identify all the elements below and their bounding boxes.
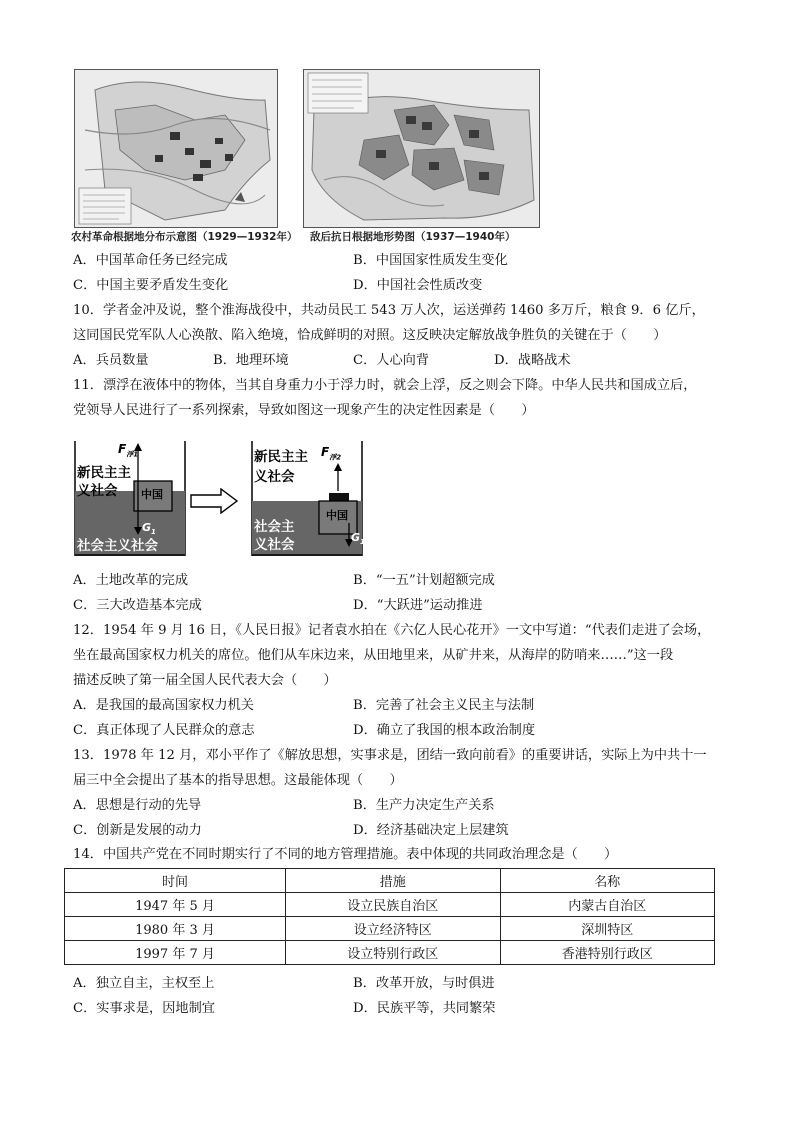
- right-box-label: 中国: [326, 509, 348, 522]
- q12-option-d[interactable]: D．确立了我国的根本政治制度: [353, 723, 536, 738]
- q14-option-c[interactable]: C．实事求是，因地制宜: [73, 1001, 215, 1016]
- q11-option-d[interactable]: D．“大跃进”运动推进: [353, 598, 483, 613]
- q13-option-b[interactable]: B．生产力决定生产关系: [353, 798, 495, 813]
- table-row: [65, 941, 715, 965]
- q12-stem-line-3: 描述反映了第一届全国人民代表大会（ ）: [73, 673, 337, 688]
- right-lower-label-l1: 社会主: [254, 519, 295, 535]
- table-header-cell: 名称: [500, 869, 715, 893]
- table-header-cell: 时间: [65, 869, 286, 893]
- table-cell: 设立特别行政区: [286, 941, 501, 965]
- q9-option-d[interactable]: D．中国社会性质改变: [353, 278, 483, 293]
- table-cell: 设立经济特区: [286, 917, 501, 941]
- table-row: [65, 893, 715, 917]
- q10-stem-line-1: 10．学者金冲及说，整个淮海战役中，共动员民工 543 万人次，运送弹药 1460 多万斤，粮食 9．6 亿斤，: [73, 303, 705, 318]
- right-upper-label-l2: 义社会: [254, 469, 295, 485]
- table-cell: 1997 年 7 月: [65, 941, 286, 965]
- right-upper-label-l1: 新民主主: [254, 449, 308, 465]
- q14-option-d[interactable]: D．民族平等，共同繁荣: [353, 1001, 496, 1016]
- q10-option-a[interactable]: A．兵员数量: [73, 353, 149, 368]
- table-cell: 1980 年 3 月: [65, 917, 286, 941]
- q10-stem-line-2: 这同国民党军队人心涣散、陷入绝境，恰成鲜明的对照。这反映决定解放战争胜负的关键在于（ ）: [73, 328, 667, 343]
- q14-table: [64, 868, 715, 965]
- q13-option-a[interactable]: A．思想是行动的先导: [73, 798, 202, 813]
- q12-stem-line-2: 坐在最高国家权力机关的席位。他们从车床边来，从田地里来，从矿井来，从海岸的防哨来……”这一段: [73, 648, 674, 663]
- left-map-caption: 农村革命根据地分布示意图（1929—1932年）: [71, 231, 298, 243]
- q12-stem-line-1: 12．1954 年 9 月 16 日，《人民日报》记者袁水拍在《六亿人民心花开》一文中写道：“代表们走进了会场，: [73, 623, 711, 638]
- left-lower-label: 社会主义社会: [77, 538, 158, 554]
- q11-option-c[interactable]: C．三大改造基本完成: [73, 598, 202, 613]
- q10-option-d[interactable]: D．战略战术: [494, 353, 571, 368]
- table-cell: 内蒙古自治区: [500, 893, 715, 917]
- left-force-up-label: $F_{浮1}$: [118, 442, 139, 459]
- q14-stem-line-1: 14．中国共产党在不同时期实行了不同的地方管理措施。表中体现的共同政治理念是（ ）: [73, 847, 618, 862]
- q9-option-b[interactable]: B．中国国家性质发生变化: [353, 253, 508, 268]
- table-cell: 1947 年 5 月: [65, 893, 286, 917]
- right-lower-label-l2: 义社会: [254, 537, 295, 553]
- q11-stem-line-1: 11．漂浮在液体中的物体，当其自身重力小于浮力时，就会上浮，反之则会下降。中华人民共和国成立后，: [73, 378, 697, 393]
- left-upper-label-l2: 义社会: [77, 483, 118, 499]
- q14-option-a[interactable]: A．独立自主，主权至上: [73, 976, 215, 991]
- anti-japanese-base-map: [303, 69, 540, 228]
- left-gravity-label: $G_1$: [142, 521, 156, 537]
- table-cell: 深圳特区: [500, 917, 715, 941]
- buoyancy-diagram-left: [74, 441, 186, 556]
- buoyancy-diagram-right: [251, 441, 363, 556]
- q12-option-b[interactable]: B．完善了社会主义民主与法制: [353, 698, 535, 713]
- q9-option-a[interactable]: A．中国革命任务已经完成: [73, 253, 228, 268]
- q13-option-c[interactable]: C．创新是发展的动力: [73, 823, 202, 838]
- right-gravity-label: $G_1$: [351, 531, 365, 547]
- q10-option-c[interactable]: C．人心向背: [353, 353, 430, 368]
- q10-option-b[interactable]: B．地理环境: [213, 353, 289, 368]
- left-box-label: 中国: [141, 488, 163, 501]
- q11-stem-line-2: 党领导人民进行了一系列探索，导致如图这一现象产生的决定性因素是（ ）: [73, 403, 535, 418]
- q11-option-b[interactable]: B．“一五”计划超额完成: [353, 573, 495, 588]
- left-upper-label-l1: 新民主主: [77, 465, 131, 481]
- q12-option-a[interactable]: A．是我国的最高国家权力机关: [73, 698, 254, 713]
- q13-stem-line-1: 13．1978 年 12 月，邓小平作了《解放思想，实事求是，团结一致向前看》的重要讲话，实际上为中共十一: [73, 748, 707, 763]
- rural-base-map: [74, 69, 278, 228]
- table-header-row: [65, 869, 715, 893]
- table-row: [65, 917, 715, 941]
- q14-option-b[interactable]: B．改革开放，与时俱进: [353, 976, 495, 991]
- transition-arrow-icon: [189, 488, 239, 514]
- q13-option-d[interactable]: D．经济基础决定上层建筑: [353, 823, 509, 838]
- table-header-cell: 措施: [286, 869, 501, 893]
- right-map-caption: 敌后抗日根据地形势图（1937—1940年）: [310, 231, 516, 243]
- q11-option-a[interactable]: A．土地改革的完成: [73, 573, 189, 588]
- q13-stem-line-2: 届三中全会提出了基本的指导思想。这最能体现（ ）: [73, 773, 403, 788]
- table-cell: 香港特别行政区: [500, 941, 715, 965]
- right-force-up-label: $F_{浮2}$: [321, 445, 342, 462]
- q12-option-c[interactable]: C．真正体现了人民群众的意志: [73, 723, 255, 738]
- q9-option-c[interactable]: C．中国主要矛盾发生变化: [73, 278, 229, 293]
- table-cell: 设立民族自治区: [286, 893, 501, 917]
